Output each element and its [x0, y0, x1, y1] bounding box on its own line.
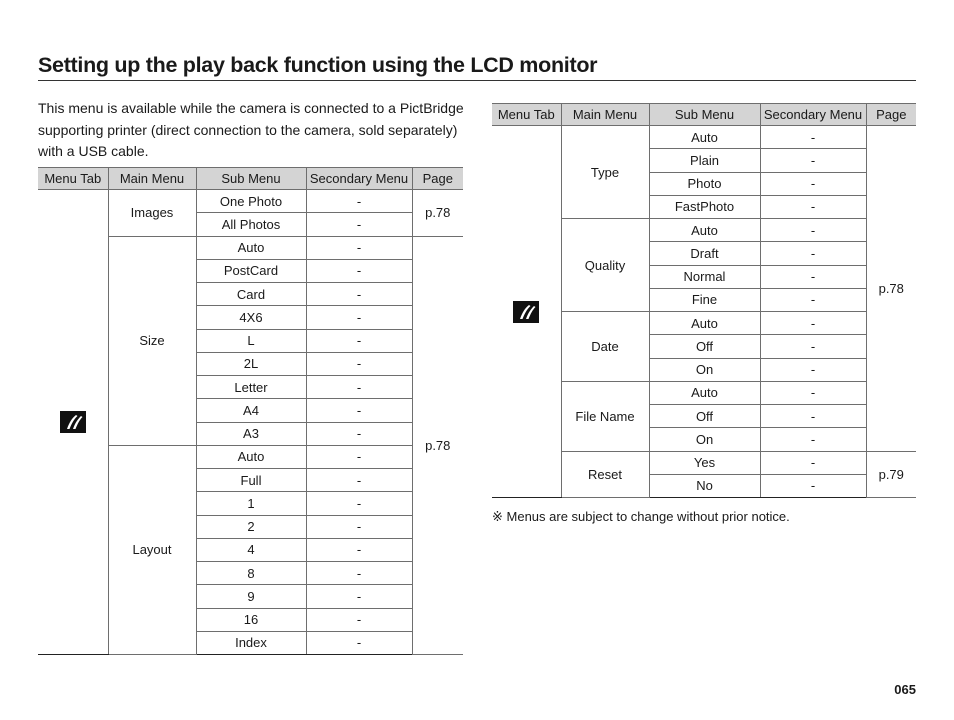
sub-menu-cell: Auto [196, 236, 306, 259]
title-divider [38, 80, 916, 81]
sub-menu-cell: Draft [649, 242, 760, 265]
secondary-menu-cell: - [760, 312, 866, 335]
sub-menu-cell: Auto [196, 445, 306, 468]
change-notice: ※ Menus are subject to change without prior notice. [492, 509, 790, 524]
sub-menu-cell: A4 [196, 399, 306, 422]
table-row [492, 126, 916, 149]
print-menu-table-right [492, 103, 916, 498]
header-menu-tab: Menu Tab [492, 104, 561, 126]
main-menu-cell: Date [561, 312, 649, 382]
sub-menu-cell: 1 [196, 492, 306, 515]
print-menu-table-left [38, 167, 463, 655]
sub-menu-cell: One Photo [196, 190, 306, 213]
secondary-menu-cell: - [760, 219, 866, 242]
secondary-menu-cell: - [760, 335, 866, 358]
sub-menu-cell: Full [196, 469, 306, 492]
secondary-menu-cell: - [760, 358, 866, 381]
sub-menu-cell: 2L [196, 352, 306, 375]
secondary-menu-cell: - [760, 405, 866, 428]
header-menu-tab: Menu Tab [38, 168, 108, 190]
secondary-menu-cell: - [760, 451, 866, 474]
secondary-menu-cell: - [760, 428, 866, 451]
secondary-menu-cell: - [306, 422, 412, 445]
sub-menu-cell: Index [196, 631, 306, 654]
pictbridge-icon [513, 301, 539, 323]
secondary-menu-cell: - [760, 126, 866, 149]
sub-menu-cell: No [649, 474, 760, 497]
secondary-menu-cell: - [306, 445, 412, 468]
main-menu-cell: Layout [108, 445, 196, 654]
sub-menu-cell: Auto [649, 312, 760, 335]
sub-menu-cell: On [649, 428, 760, 451]
sub-menu-cell: On [649, 358, 760, 381]
sub-menu-cell: Card [196, 283, 306, 306]
sub-menu-cell: Plain [649, 149, 760, 172]
sub-menu-cell: FastPhoto [649, 195, 760, 218]
secondary-menu-cell: - [306, 376, 412, 399]
secondary-menu-cell: - [306, 213, 412, 236]
secondary-menu-cell: - [306, 352, 412, 375]
menu-tab-cell [492, 126, 561, 498]
secondary-menu-cell: - [306, 631, 412, 654]
secondary-menu-cell: - [760, 172, 866, 195]
secondary-menu-cell: - [306, 399, 412, 422]
page-ref-cell: p.78 [866, 126, 916, 452]
table-header-row [38, 168, 463, 190]
page-ref-cell: p.78 [412, 190, 463, 237]
sub-menu-cell: 9 [196, 585, 306, 608]
header-page: Page [412, 168, 463, 190]
pictbridge-icon [60, 411, 86, 433]
header-secondary-menu: Secondary Menu [306, 168, 412, 190]
page-ref-cell: p.79 [866, 451, 916, 498]
sub-menu-cell: PostCard [196, 259, 306, 282]
secondary-menu-cell: - [306, 329, 412, 352]
secondary-menu-cell: - [306, 469, 412, 492]
header-sub-menu: Sub Menu [649, 104, 760, 126]
secondary-menu-cell: - [306, 283, 412, 306]
header-main-menu: Main Menu [561, 104, 649, 126]
sub-menu-cell: A3 [196, 422, 306, 445]
main-menu-cell: Images [108, 190, 196, 237]
main-menu-cell: Reset [561, 451, 649, 498]
sub-menu-cell: 16 [196, 608, 306, 631]
sub-menu-cell: Off [649, 405, 760, 428]
main-menu-cell: Quality [561, 219, 649, 312]
header-main-menu: Main Menu [108, 168, 196, 190]
secondary-menu-cell: - [760, 381, 866, 404]
sub-menu-cell: Auto [649, 381, 760, 404]
sub-menu-cell: Auto [649, 219, 760, 242]
sub-menu-cell: Yes [649, 451, 760, 474]
secondary-menu-cell: - [760, 265, 866, 288]
sub-menu-cell: L [196, 329, 306, 352]
page-number: 065 [894, 682, 916, 697]
secondary-menu-cell: - [306, 515, 412, 538]
intro-paragraph: This menu is available while the camera is connected to a PictBridge supporting printer (direct connection to the camera, sold separately) with a USB cable. [38, 100, 464, 159]
sub-menu-cell: 4X6 [196, 306, 306, 329]
secondary-menu-cell: - [306, 585, 412, 608]
page-ref-cell: p.78 [412, 236, 463, 655]
sub-menu-cell: 4 [196, 538, 306, 561]
header-sub-menu: Sub Menu [196, 168, 306, 190]
header-page: Page [866, 104, 916, 126]
header-secondary-menu: Secondary Menu [760, 104, 866, 126]
sub-menu-cell: 2 [196, 515, 306, 538]
secondary-menu-cell: - [306, 538, 412, 561]
secondary-menu-cell: - [306, 306, 412, 329]
secondary-menu-cell: - [306, 259, 412, 282]
secondary-menu-cell: - [306, 236, 412, 259]
sub-menu-cell: Normal [649, 265, 760, 288]
sub-menu-cell: Letter [196, 376, 306, 399]
sub-menu-cell: Auto [649, 126, 760, 149]
table-header-row [492, 104, 916, 126]
sub-menu-cell: Fine [649, 288, 760, 311]
secondary-menu-cell: - [306, 562, 412, 585]
secondary-menu-cell: - [760, 474, 866, 497]
page-title: Setting up the play back function using the LCD monitor [38, 53, 598, 77]
secondary-menu-cell: - [306, 608, 412, 631]
main-menu-cell: Type [561, 126, 649, 219]
secondary-menu-cell: - [760, 149, 866, 172]
sub-menu-cell: All Photos [196, 213, 306, 236]
secondary-menu-cell: - [760, 242, 866, 265]
main-menu-cell: Size [108, 236, 196, 445]
secondary-menu-cell: - [760, 195, 866, 218]
sub-menu-cell: Photo [649, 172, 760, 195]
sub-menu-cell: 8 [196, 562, 306, 585]
secondary-menu-cell: - [760, 288, 866, 311]
menu-tab-cell [38, 190, 108, 655]
secondary-menu-cell: - [306, 492, 412, 515]
table-row [38, 190, 463, 213]
sub-menu-cell: Off [649, 335, 760, 358]
secondary-menu-cell: - [306, 190, 412, 213]
main-menu-cell: File Name [561, 381, 649, 451]
